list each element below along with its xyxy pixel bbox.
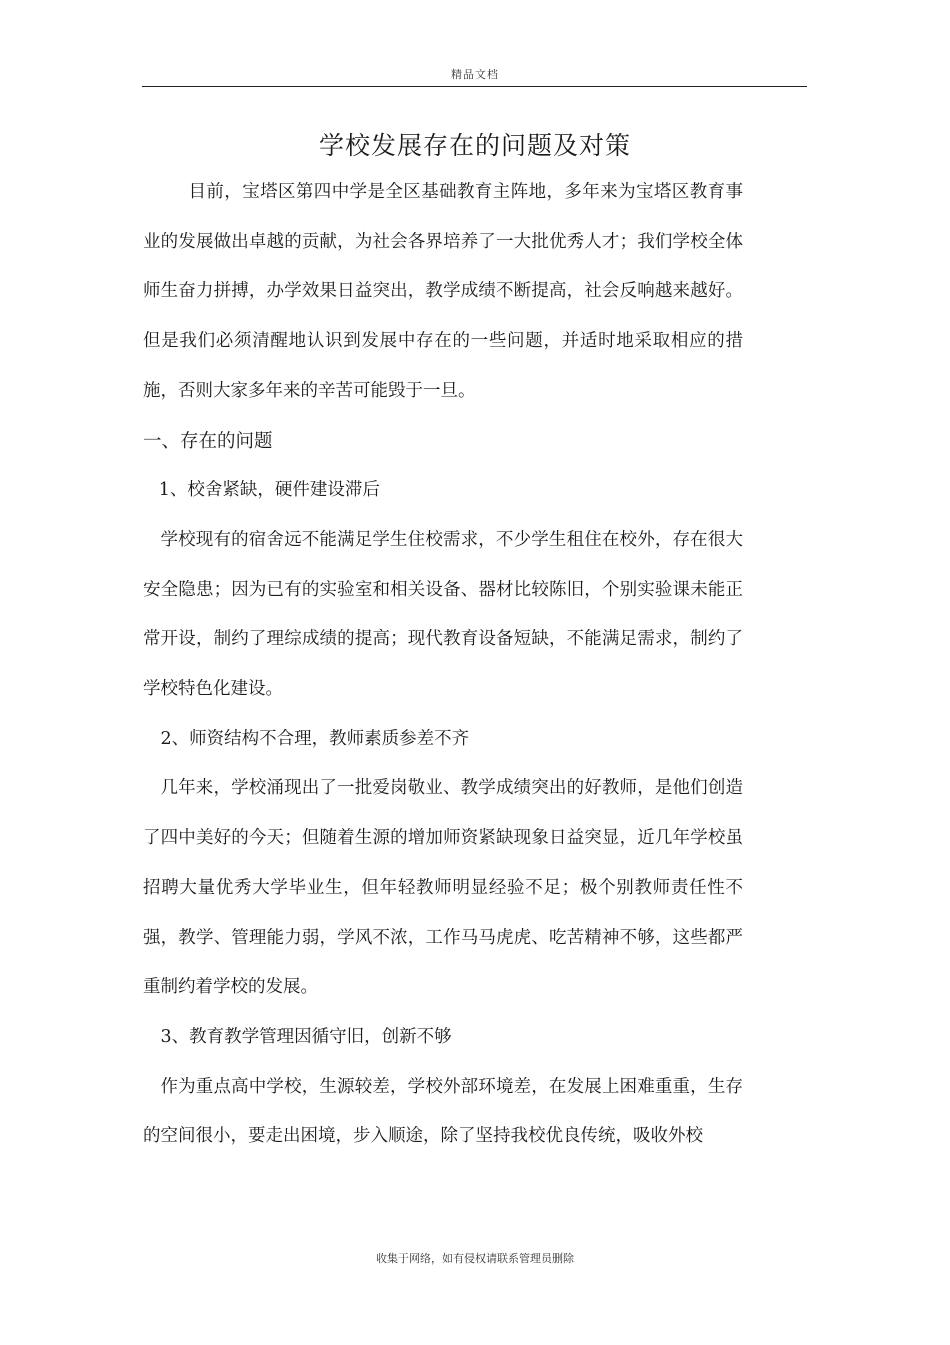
page-footer-label: 收集于网络，如有侵权请联系管理员删除 bbox=[376, 1252, 574, 1265]
subheading-management: 3、教育教学管理因循守旧，创新不够 bbox=[160, 1026, 452, 1047]
section-heading-problems: 一、存在的问题 bbox=[143, 430, 273, 452]
subheading-teachers: 2、师资结构不合理，教师素质参差不齐 bbox=[160, 728, 470, 749]
subheading-facilities: 1、校舍紧缺，硬件建设滞后 bbox=[158, 480, 380, 501]
intro-paragraph: 目前，宝塔区第四中学是全区基础教育主阵地，多年来为宝塔区教育事业的发展做出卓越的贡献，为社会各界培养了一大批优秀人才；我们学校全体师生奋力拼搏，办学效果日益突出，教学成绩不断提高，社会反响越来越好。但是我们必须清醒地认识到发展中存在的一些问题，并适时地采取相应的措施，否则大家多年来的辛苦可能毁于一旦。 bbox=[143, 182, 743, 401]
page-header-label: 精品文档 bbox=[451, 68, 499, 81]
paragraph-teachers: 几年来，学校涌现出了一批爱岗敬业、教学成绩突出的好教师，是他们创造了四中美好的今天；但随着生源的增加师资紧缺现象日益突显，近几年学校虽招聘大量优秀大学毕业生，但年轻教师明显经验不足；极个别教师责任性不强，教学、管理能力弱，学风不浓，工作马马虎虎、吃苦精神不够，这些都严重制约着学校的发展。 bbox=[143, 778, 743, 998]
paragraph-management: 作为重点高中学校，生源较差，学校外部环境差，在发展上困难重重，生存的空间很小，要走出困境，步入顺途，除了坚持我校优良传统，吸收外校 bbox=[143, 1076, 743, 1147]
paragraph-facilities: 学校现有的宿舍远不能满足学生住校需求，不少学生租住在校外，存在很大安全隐患；因为已有的实验室和相关设备、器材比较陈旧，个别实验课未能正常开设，制约了理综成绩的提高；现代教育设备短缺，不能满足需求，制约了学校特色化建设。 bbox=[143, 529, 743, 700]
header-divider bbox=[142, 86, 807, 87]
document-body bbox=[143, 168, 743, 1162]
document-title: 学校发展存在的问题及对策 bbox=[318, 131, 631, 160]
